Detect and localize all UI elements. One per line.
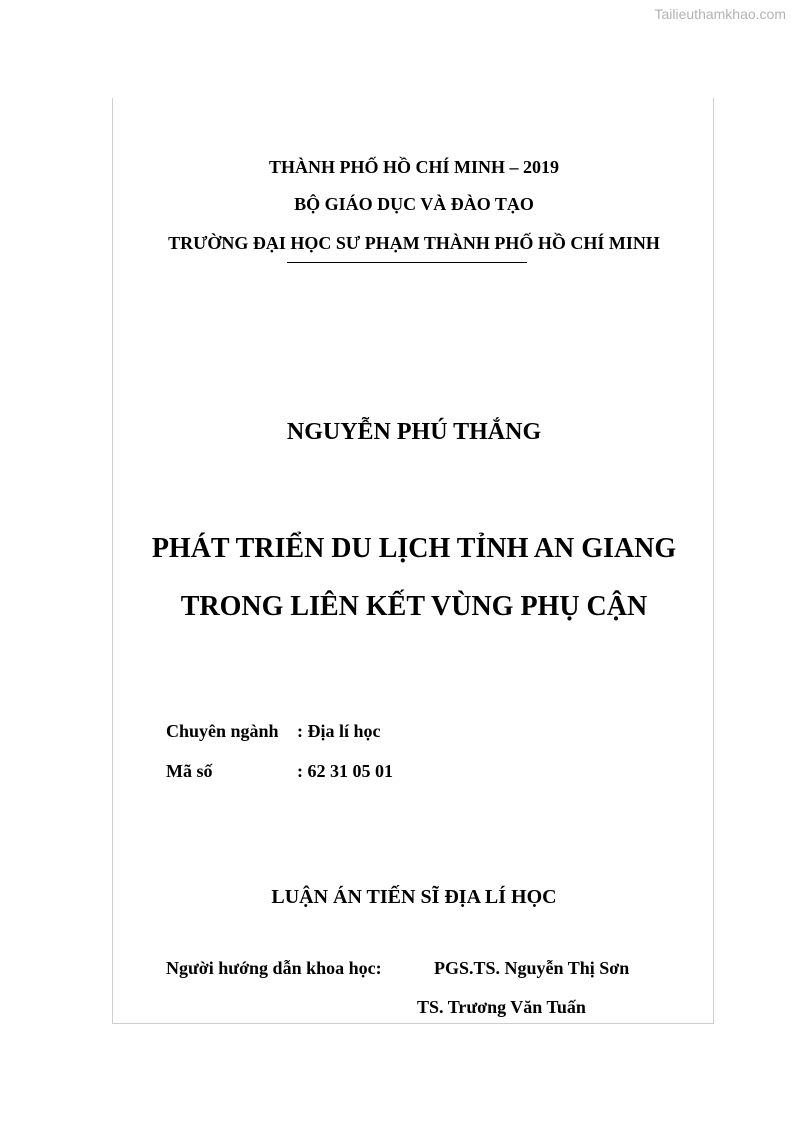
supervisor-name-2: TS. Trương Văn Tuấn <box>417 997 586 1017</box>
supervisor-name-1: PGS.TS. Nguyễn Thị Sơn <box>434 958 630 978</box>
header-city-year: THÀNH PHỐ HỒ CHÍ MINH – 2019 <box>268 157 559 177</box>
supervisor-label: Người hướng dẫn khoa học: <box>166 958 382 978</box>
degree-title: LUẬN ÁN TIẾN SĨ ĐỊA LÍ HỌC <box>271 886 557 908</box>
header-divider <box>287 262 527 263</box>
specialization-label: Chuyên ngành <box>166 721 279 741</box>
header-university: TRƯỜNG ĐẠI HỌC SƯ PHẠM THÀNH PHỐ HỒ CHÍ MINH <box>168 233 660 253</box>
code-value: : 62 31 05 01 <box>297 761 393 781</box>
thesis-title-line-2: TRONG LIÊN KẾT VÙNG PHỤ CẬN <box>180 591 648 622</box>
code-label: Mã số <box>166 761 213 781</box>
thesis-title-line-1: PHÁT TRIỂN DU LỊCH TỈNH AN GIANG <box>151 533 677 564</box>
author-name: NGUYỄN PHÚ THẮNG <box>286 419 542 445</box>
watermark-text: Tailieuthamkhao.com <box>654 6 786 22</box>
specialization-value: : Địa lí học <box>297 721 381 741</box>
header-ministry: BỘ GIÁO DỤC VÀ ĐÀO TẠO <box>294 194 534 214</box>
